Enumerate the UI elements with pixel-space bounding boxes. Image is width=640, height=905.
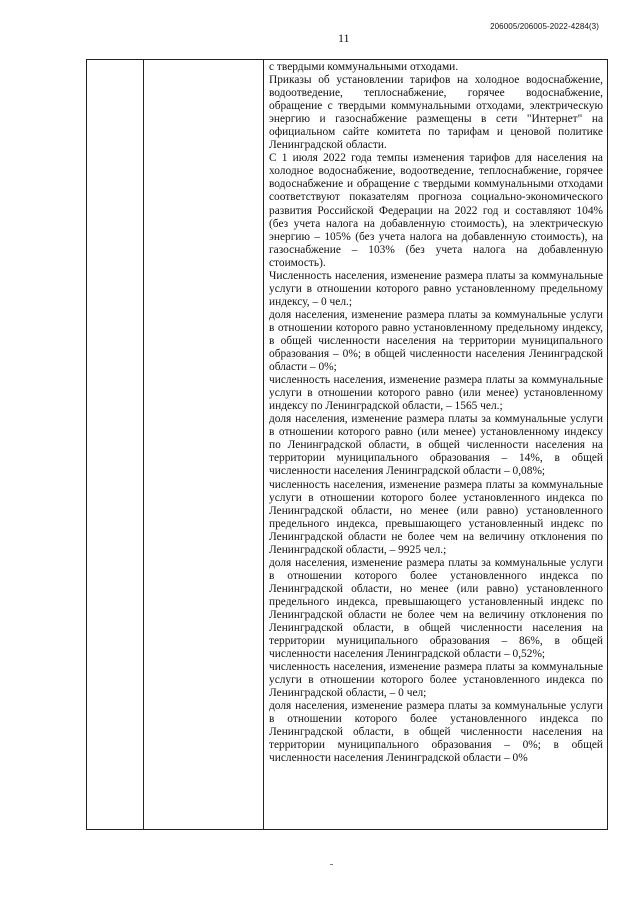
paragraph-population-within-index: численность населения, изменение размера платы за коммунальные услуги в отношении которого равно (или менее) установленному индексу по Ленинградской области, – 1565 чел.; <box>269 374 603 413</box>
paragraph-population-exceeding: численность населения, изменение размера платы за коммунальные услуги в отношении которого более установленного индекса по Ленинградской области, – 0 чел; <box>269 661 603 700</box>
paragraph-waste-continuation: с твердыми коммунальными отходами. <box>269 61 459 73</box>
document-table <box>86 59 608 830</box>
paragraph-tariff-rates: С 1 июля 2022 года темпы изменения тарифов для населения на холодное водоснабжение, водоотведение, теплоснабжение, горячее водоснабжение и обращение с твердыми коммунальными отходами соответствуют показателям прогноза социально-экономического развития Российской Федерации на 2022 год и составляют 104% (без учета налога на добавленную стоимость), на электрическую энергию – 105% (без учета налога на добавленную стоимость), на газоснабжение – 103% (без учета налога на добавленную стоимость). <box>269 152 603 269</box>
table-column-divider-2 <box>263 60 264 829</box>
paragraph-share-above-index: доля населения, изменение размера платы за коммунальные услуги в отношении которого более установленного индекса по Ленинградской области, но менее (или равно) установленного предельного индекса, превышающего установленный индекс по Ленинградской области не более чем на величину отклонения по Ленинградской области, в общей численности населения на территории муниципального образования – 86%, в общей численности населения Ленинградской области – 0,52%; <box>269 556 603 661</box>
document-code: 206005/206005-2022-4284(3) <box>490 22 599 31</box>
page-number: 11 <box>338 31 350 45</box>
paragraph-share-at-limit: доля населения, изменение размера платы за коммунальные услуги в отношении которого равно установленному предельному индексу, в общей численности населения на территории муниципального образования – 0%; в общей численности населения Ленинградской области – 0%; <box>269 308 603 374</box>
table-text-column <box>269 61 603 766</box>
scan-mark <box>330 864 333 865</box>
paragraph-population-above-index: численность населения, изменение размера платы за коммунальные услуги в отношении которого более установленного индекса по Ленинградской области, но менее (или равно) установленного предельного индекса, превышающего установленный индекс по Ленинградской области не более чем на величину отклонения по Ленинградской области, – 9925 чел.; <box>269 478 603 556</box>
paragraph-share-within-index: доля населения, изменение размера платы за коммунальные услуги в отношении которого равно (или менее) установленному индексу по Ленинградской области, в общей численности населения на территории муниципального образования – 14%, в общей численности населения Ленинградской области – 0,08%; <box>269 413 603 478</box>
paragraph-population-at-limit: Численность населения, изменение размера платы за коммунальные услуги в отношении которого равно установленному предельному индексу, – 0 чел.; <box>269 269 603 308</box>
paragraph-share-exceeding: доля населения, изменение размера платы за коммунальные услуги в отношении которого более установленного индекса по Ленинградской области, в общей численности населения на территории муниципального образования – 0%; в общей численности населения Ленинградской области – 0% <box>269 700 603 765</box>
table-column-divider-1 <box>143 60 144 829</box>
paragraph-tariff-orders: Приказы об установлении тарифов на холодное водоснабжение, водоотведение, теплоснабжение, горячее водоснабжение, обращение с твердыми коммунальными отходами, электрическую энергию и газоснабжение размещены в сети "Интернет" на официальном сайте комитета по тарифам и ценовой политике Ленинградской области. <box>269 74 603 152</box>
